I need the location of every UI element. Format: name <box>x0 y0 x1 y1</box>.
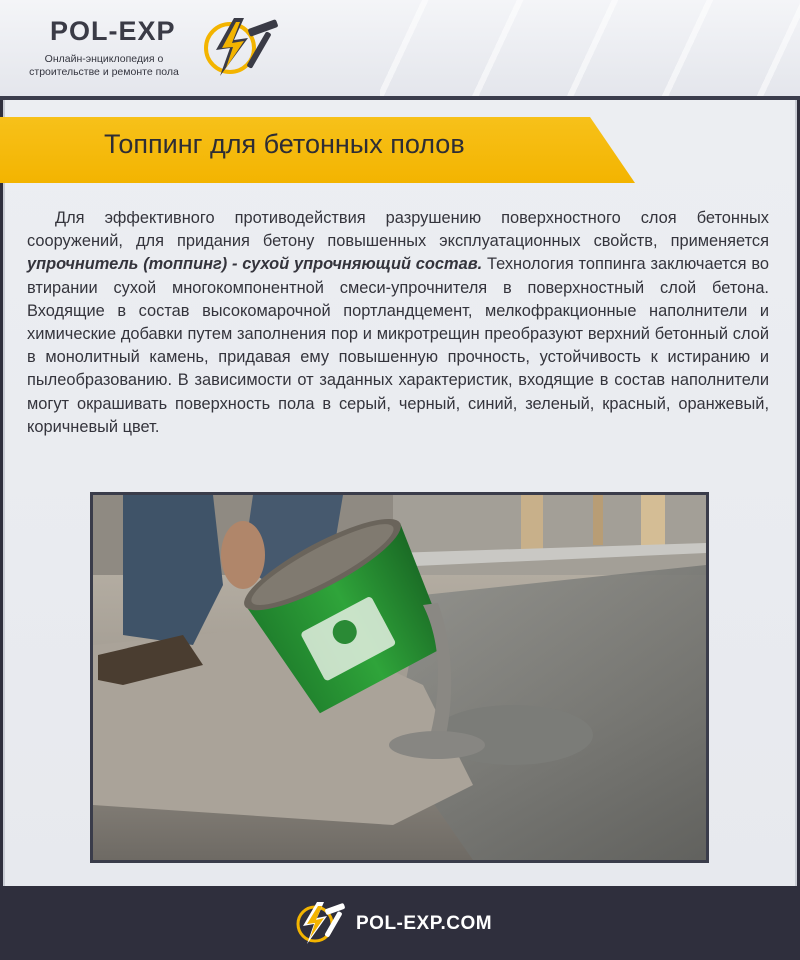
footer-site-link[interactable]: POL-EXP.COM <box>356 913 493 934</box>
article-title: Топпинг для бетонных полов <box>104 129 465 159</box>
tagline-line-2: строительстве и ремонте пола <box>29 66 179 78</box>
header-decor <box>380 0 800 96</box>
tools-lightning-icon[interactable] <box>200 12 290 78</box>
brand-tagline <box>20 53 188 79</box>
paragraph-part-2: Технология топпинга заключается во втирании сухой многокомпонентной смеси-упрочнителя в поверхностный слой бетона. Входящие в состав высокомарочной портландцемент, мелкофракционные наполнители и химические добавки путем заполнения пор и микротрещин преобразуют верхний бетонный слой в монолитный камень, придавая ему повышенную прочность, устойчивость к истиранию и пылеобразованию. В зависимости от заданных характеристик, входящие в состав наполнители могут окрашивать поверхность пола в серый, черный, синий, зеленый, красный, оранжевый, коричневый цвет. <box>27 255 769 436</box>
brand-name[interactable]: POL-EXP <box>50 16 176 46</box>
site-header <box>0 0 800 96</box>
site-footer <box>0 886 800 960</box>
tools-lightning-icon[interactable] <box>293 898 349 946</box>
article-paragraph <box>27 207 769 439</box>
green-bucket-pouring-topping-photo <box>90 492 709 863</box>
paragraph-emphasis: упрочнитель (топпинг) - сухой упрочняющий состав. <box>27 255 483 274</box>
tagline-line-1: Онлайн-энциклопедия о <box>44 53 164 65</box>
photo-illustration <box>93 495 706 860</box>
paragraph-part-1: Для эффективного противодействия разрушению поверхностного слоя бетонных сооружений, для придания бетону повышенных эксплуатационных свойств, применяется <box>27 209 769 251</box>
